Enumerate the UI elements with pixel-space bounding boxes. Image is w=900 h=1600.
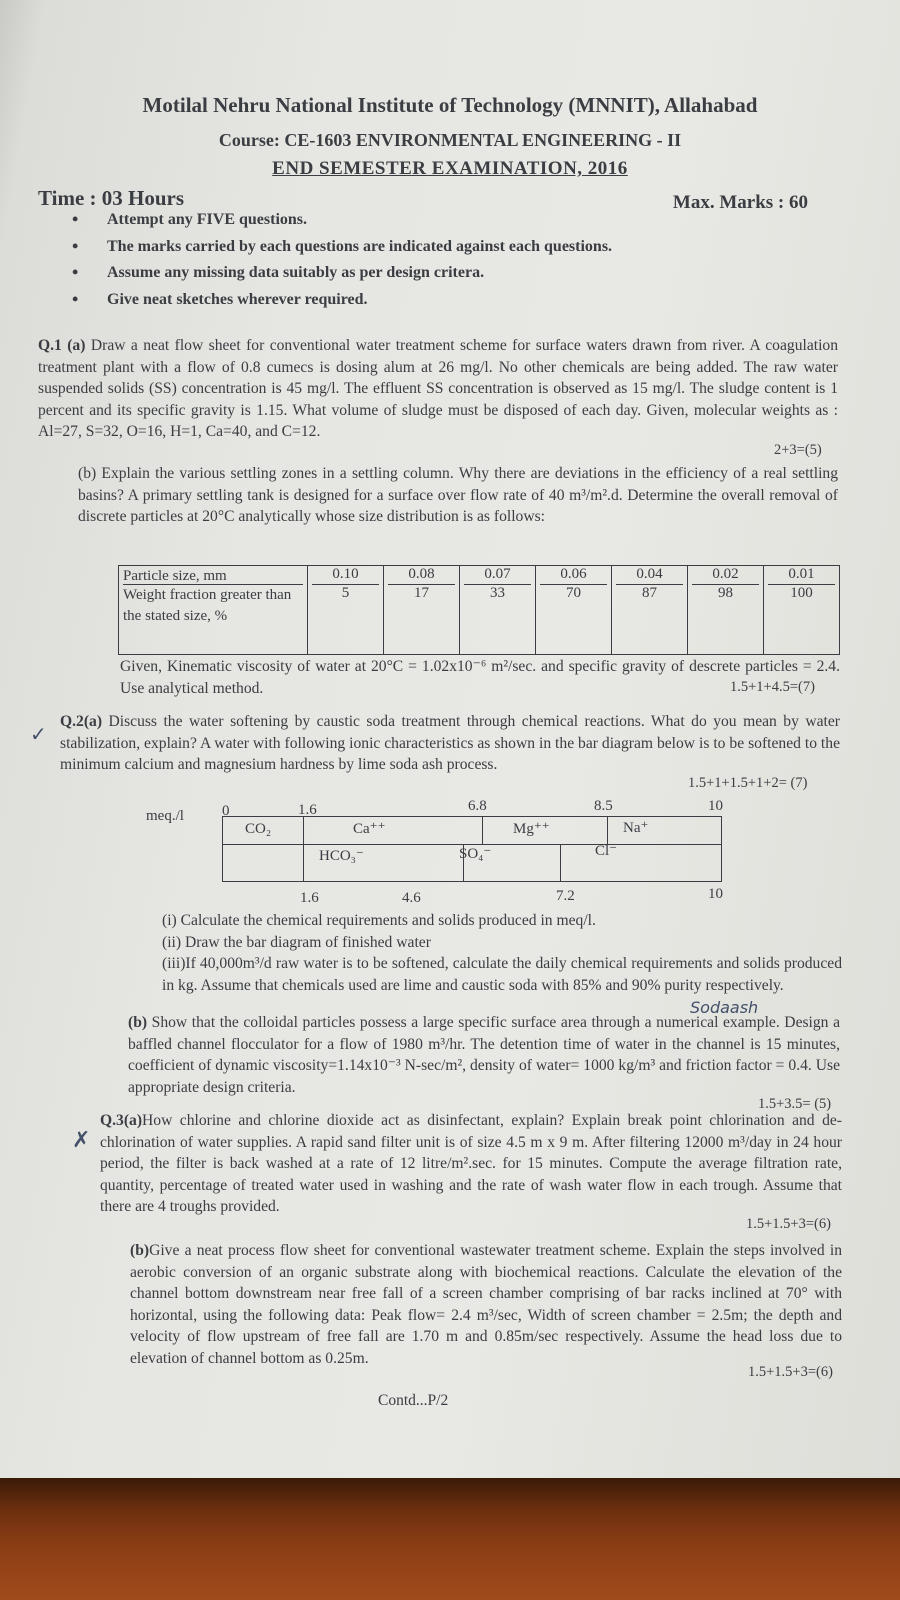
question-1b-label: (b) [78, 465, 97, 482]
instruction-item: • Assume any missing data suitably as per design critera. [72, 264, 612, 291]
sub-item: (i) Calculate the chemical requirements and solids produced in meq/l. [162, 912, 596, 929]
question-3b-label: (b) [130, 1242, 150, 1259]
weight-fraction-cell: 5 [341, 585, 350, 601]
particle-size-header: Particle size, mm [123, 566, 303, 585]
question-3b-marks: 1.5+1.5+3=(6) [748, 1364, 833, 1380]
bar-separator [560, 844, 561, 881]
question-3a-text: How chlorine and chlorine dioxide act as disinfectant, explain? Explain break point chlorination and de-chlorination of water supplies. A rapid sand filter unit is of size 4.5 m x 9 m. After filtering 12000 m³/day in 24 hour period, the filter is back washed at a rate of 12 litre/m².sec. for 15 minutes. Compute the average filtration rate, quantity, percentage of treated water used in washing and the rate of wash water flow in each trough. Assume that there are 4 troughs provided. [100, 1112, 842, 1215]
instruction-item: • The marks carried by each questions are indicated against each questions. [72, 238, 612, 265]
anion-label: HCO₃⁻ [319, 848, 364, 864]
weight-fraction-header: Weight fraction greater than the stated size, % [123, 587, 292, 624]
particle-size-cell: 0.06 [540, 566, 607, 585]
question-2a-marks: 1.5+1+1.5+1+2= (7) [688, 775, 808, 791]
particle-size-cell: 0.01 [768, 566, 835, 585]
table-column [536, 566, 612, 655]
weight-fraction-cell: 70 [566, 585, 581, 601]
table-column [764, 566, 840, 655]
handwritten-note: Sodaash [690, 998, 759, 1017]
bar-bottom-tick: 7.2 [556, 888, 575, 904]
bar-top-tick: 10 [708, 798, 723, 814]
particle-size-table [118, 565, 840, 655]
table-header-cell [119, 566, 308, 655]
weight-fraction-cell: 98 [718, 585, 733, 601]
cation-label: Ca⁺⁺ [353, 821, 386, 837]
continued-footer: Contd...P/2 [378, 1392, 449, 1409]
table-column [308, 566, 384, 655]
institute-title: Motilal Nehru National Institute of Technology (MNNIT), Allahabad [142, 93, 758, 117]
bar-top-tick: 8.5 [594, 798, 613, 814]
bar-separator [482, 817, 483, 844]
question-1b-text: Explain the various settling zones in a settling column. Why there are deviations in the efficiency of a real settling basins? A primary settling tank is designed for a surface over flow rate of 40 m³/m².d. Determine the overall removal of discrete particles at 20°C analytically whose size distribution is as follows: [78, 465, 838, 525]
table-column [688, 566, 764, 655]
bar-top-tick: 6.8 [468, 798, 487, 814]
ionic-bar-diagram [222, 816, 722, 882]
weight-fraction-cell: 87 [642, 585, 657, 601]
question-2b-text: Show that the colloidal particles possess a large specific surface area through a numerical example. Design a baffled channel flocculator for a flow of 1980 m³/hr. The detention time of water in the channel is 15 minutes, coefficient of dynamic viscosity=1.14x10⁻³ N-sec/m², density of water= 1000 kg/m³ and friction factor = 0.4. Use appropriate design criteria. [128, 1014, 840, 1096]
course-title: Course: CE-1603 ENVIRONMENTAL ENGINEERING - II [218, 130, 682, 150]
cross-mark-icon: ✗ [72, 1128, 91, 1153]
question-2a [60, 711, 840, 776]
particle-size-cell: 0.07 [464, 566, 531, 585]
bar-top-tick: 0 [222, 803, 230, 819]
question-2a-text: Discuss the water softening by caustic soda treatment through chemical reactions. What do you mean by water stabilization, explain? A water with following ionic characteristics as shown in the bar diagram below is to be softened to the minimum calcium and magnesium hardness by lime soda ash process. [60, 713, 840, 773]
wooden-table-background [0, 1478, 900, 1600]
weight-fraction-cell: 17 [414, 585, 429, 601]
cation-label: Mg⁺⁺ [513, 821, 550, 837]
time-allowed: Time : 03 Hours [38, 186, 185, 210]
table-column [460, 566, 536, 655]
bar-top-tick: 1.6 [298, 802, 317, 818]
exam-title: END SEMESTER EXAMINATION, 2016 [272, 158, 628, 179]
instruction-item: • Attempt any FIVE questions. [72, 211, 612, 238]
bar-bottom-tick: 10 [708, 886, 723, 902]
question-1b [78, 463, 838, 528]
particle-size-cell: 0.08 [388, 566, 455, 585]
bar-separator [607, 817, 608, 844]
question-3a-marks: 1.5+1.5+3=(6) [746, 1216, 831, 1232]
question-1a-text: Draw a neat flow sheet for conventional water treatment scheme for surface waters drawn from river. A coagulation treatment plant with a flow of 0.8 cumecs is dosing alum at 26 mg/l. No other chemicals are being added. The raw water suspended solids (SS) concentration is 45 mg/l. The effluent SS concentration is observed as 15 mg/l. The sludge content is 1 percent and its specific gravity is 1.15. What volume of sludge must be disposed of each day. Given, molecular weights as : Al=27, S=32, O=16, H=1, Ca=40, and C=12. [38, 337, 839, 440]
weight-fraction-cell: 33 [490, 585, 505, 601]
question-1b-given: Given, Kinematic viscosity of water at 20°C = 1.02x10⁻⁶ m²/sec. and specific gravity of descrete particles = 2.4. Use analytical method. [120, 658, 840, 697]
particle-size-cell: 0.02 [692, 566, 759, 585]
checkmark-icon: ✓ [30, 722, 47, 746]
question-2b-label: (b) [128, 1014, 148, 1031]
anion-label: Cl⁻ [595, 843, 618, 859]
particle-size-cell: 0.10 [312, 566, 379, 585]
question-3a [100, 1110, 842, 1218]
question-1a [38, 335, 838, 443]
question-1b-marks: 1.5+1+4.5=(7) [730, 679, 815, 695]
cation-label: Na⁺ [623, 820, 649, 836]
question-1a-marks: 2+3=(5) [774, 442, 822, 458]
question-2-label: Q.2(a) [60, 713, 103, 730]
sub-item: (ii) Draw the bar diagram of finished water [162, 933, 431, 951]
bar-separator [303, 817, 304, 881]
bar-bottom-tick: 4.6 [402, 890, 421, 906]
sub-item: (iii)If 40,000m³/d raw water is to be softened, calculate the daily chemical requirements and solids produced in kg. Assume that chemicals used are lime and caustic soda with 85% and 90% purity respectively. [162, 955, 842, 994]
table-column [612, 566, 688, 655]
cation-label: CO₂ [245, 821, 272, 837]
question-2b-marks: 1.5+3.5= (5) [758, 1096, 832, 1112]
instruction-item: • Give neat sketches wherever required. [72, 291, 612, 318]
question-2a-subitems [162, 910, 842, 996]
weight-fraction-cell: 100 [790, 585, 813, 601]
question-2b [128, 1012, 840, 1098]
anion-label: SO₄⁻ [459, 846, 492, 862]
question-3b-text: Give a neat process flow sheet for conventional wastewater treatment scheme. Explain the steps involved in aerobic conversion of an organic substrate along with biochemical reactions. Calculate the elevation of the channel bottom downstream near free fall of a screen chamber comprising of bar racks inclined at 70° with horizontal, using the following data: Peak flow= 2.4 m³/sec, Width of screen chamber = 2.5m; the depth and velocity of flow upstream of free fall are 1.70 m and 0.85m/sec respectively. Assume the head loss due to elevation of channel bottom as 0.25m. [130, 1242, 842, 1367]
bar-unit-label: meq./l [146, 808, 184, 824]
question-3b [130, 1240, 842, 1369]
question-1-label: Q.1 (a) [38, 337, 86, 354]
bar-bottom-tick: 1.6 [300, 890, 319, 906]
particle-size-cell: 0.04 [616, 566, 683, 585]
table-column [384, 566, 460, 655]
instructions-list [72, 211, 612, 317]
question-3-label: Q.3(a) [100, 1112, 143, 1129]
max-marks: Max. Marks : 60 [672, 192, 808, 213]
